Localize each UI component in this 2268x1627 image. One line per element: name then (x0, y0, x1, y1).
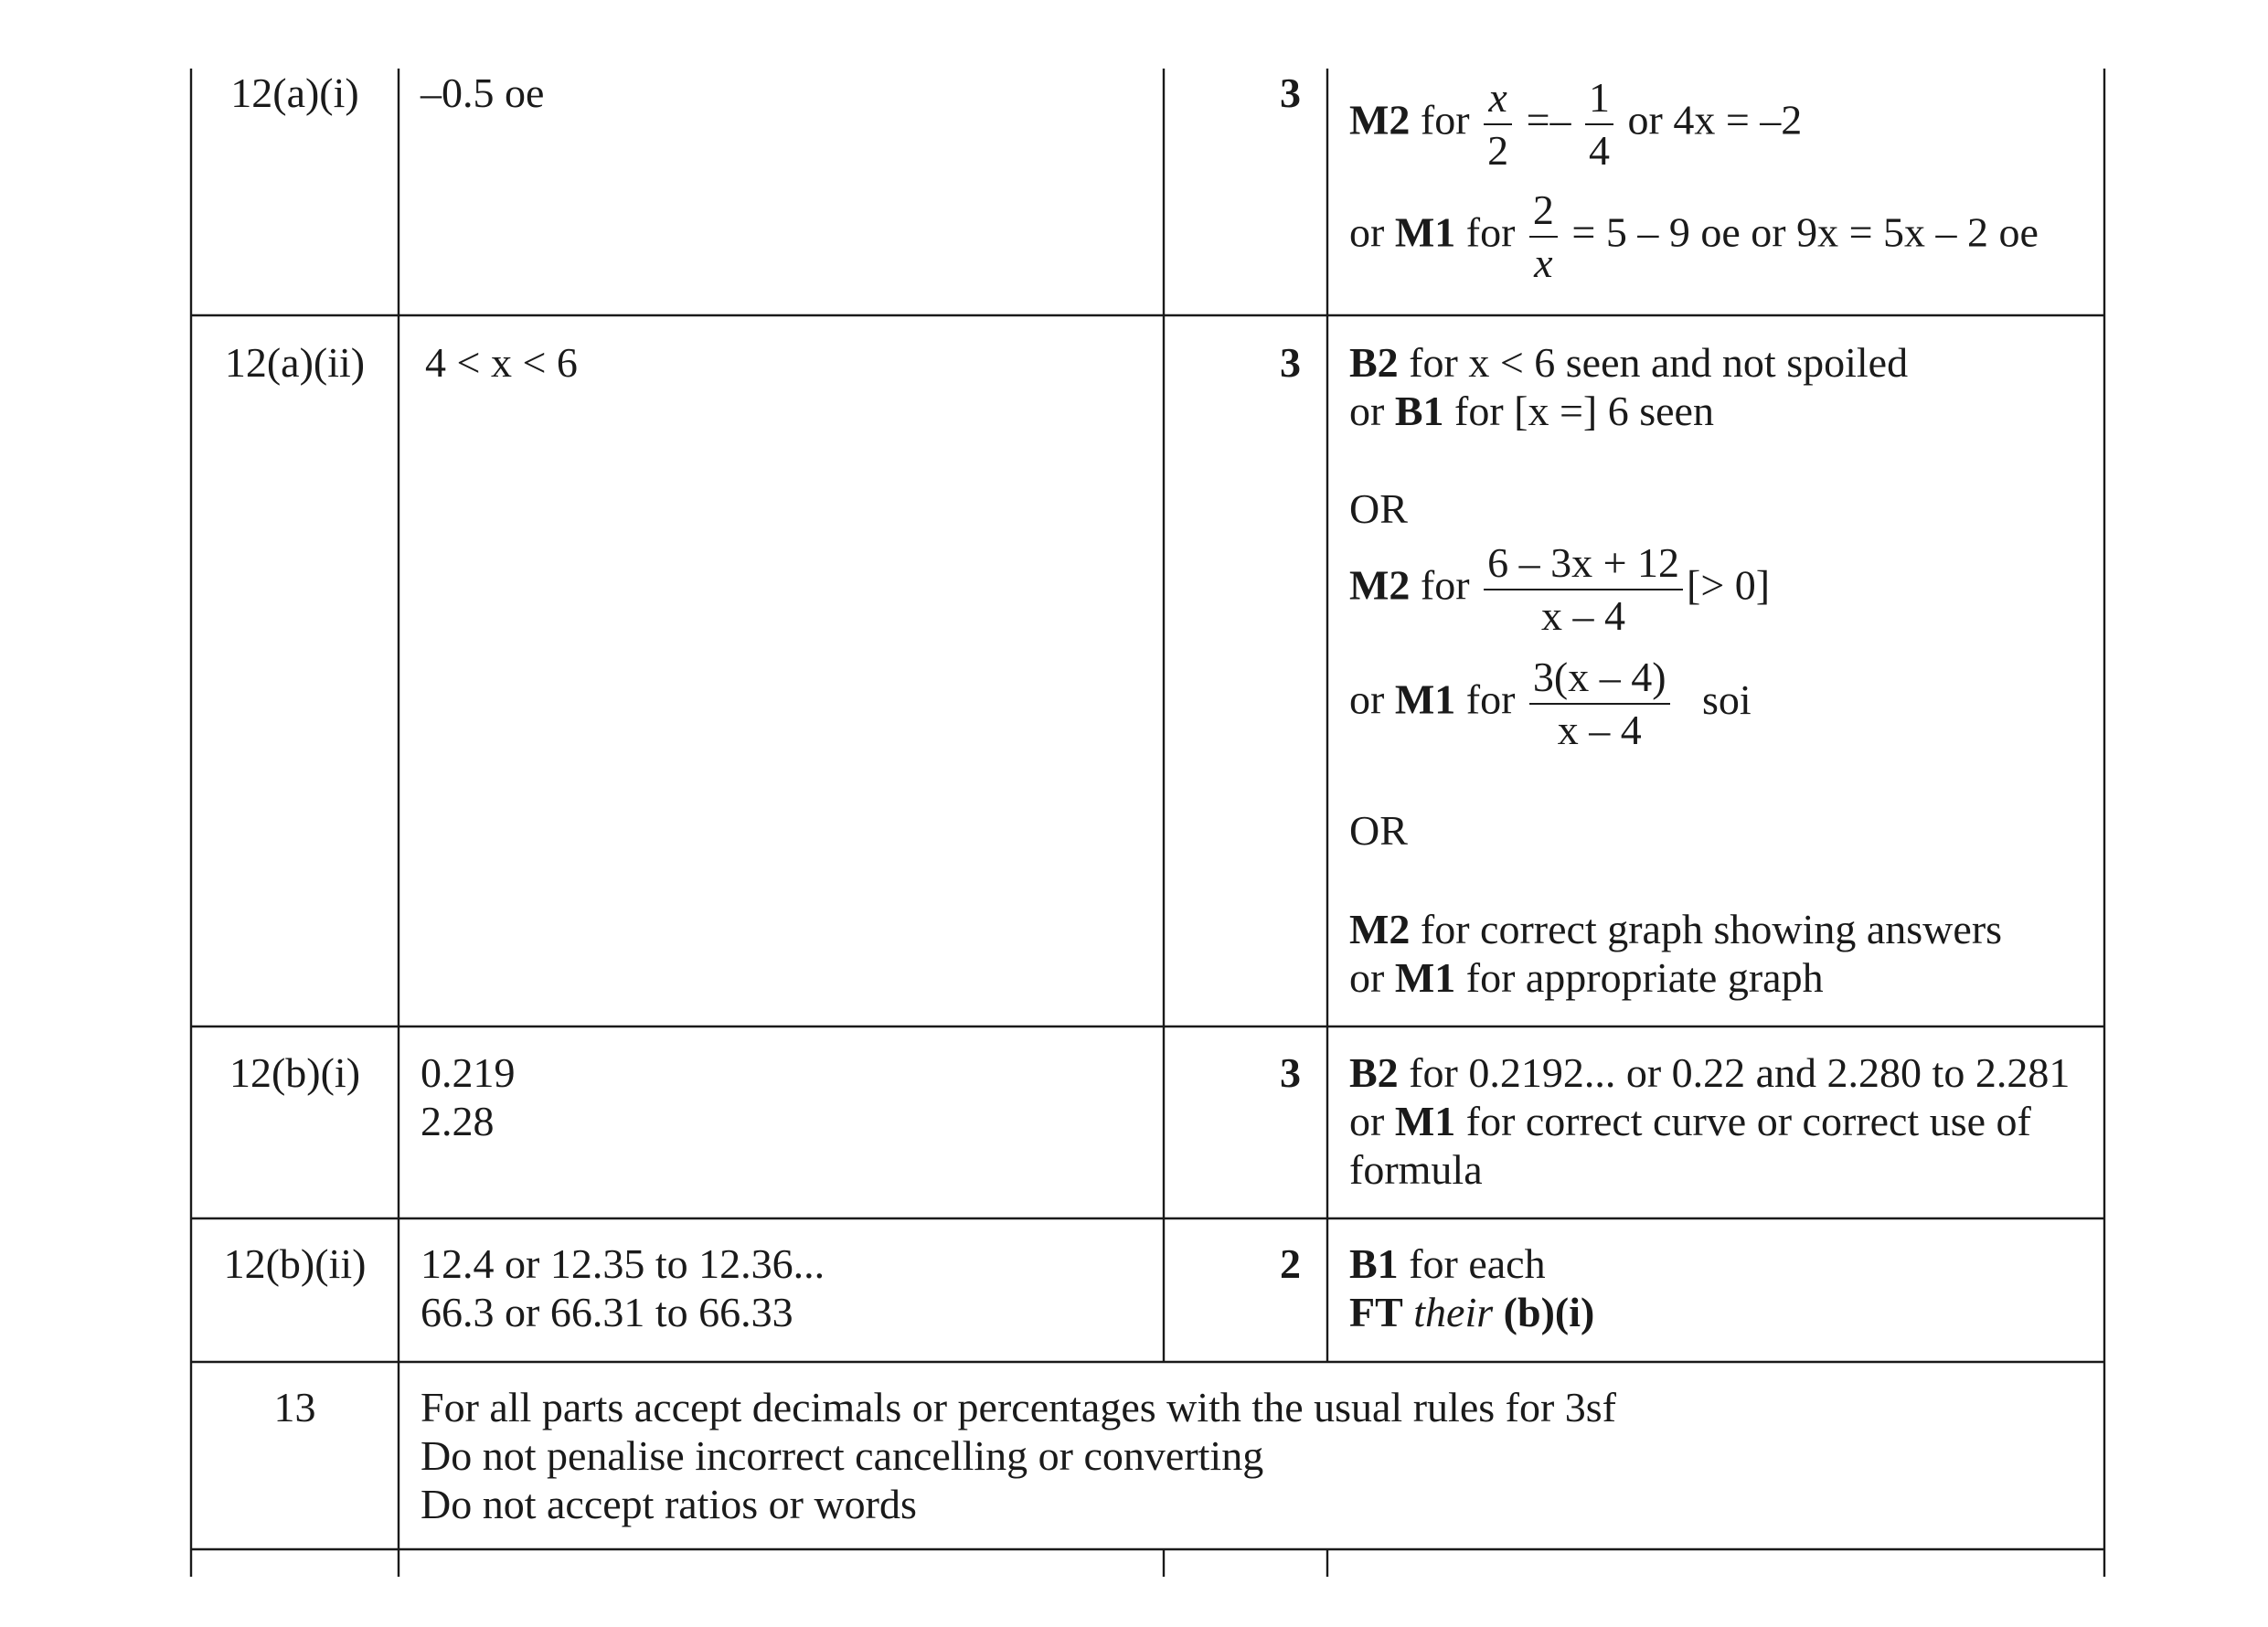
mark-code: M1 (1394, 208, 1456, 256)
guidance-line (1349, 185, 2039, 289)
for-word: for (1420, 96, 1470, 144)
guidance-tail: [> 0] (1687, 561, 1771, 609)
question-number: 13 (273, 1384, 316, 1430)
guidance-line (1349, 1048, 2070, 1097)
mark-code: B1 (1349, 1240, 1399, 1287)
answer-line: 0.219 (421, 1049, 516, 1096)
question-number: 12(a)(ii) (224, 339, 366, 386)
answer-line: 4 < x < 6 (425, 339, 578, 386)
numerator: x (1484, 72, 1512, 125)
guidance-text: for [x =] 6 seen (1454, 388, 1714, 434)
mark-code: M2 (1349, 96, 1411, 144)
guidance-line: Do not penalise incorrect cancelling or converting (421, 1432, 1264, 1479)
question-number: 12(b)(i) (229, 1049, 361, 1096)
guidance-line: Do not accept ratios or words (421, 1481, 917, 1527)
for-word: for (1465, 208, 1516, 256)
mark-code: M1 (1394, 1098, 1456, 1144)
numerator: 6 – 3x + 12 (1484, 537, 1683, 590)
guidance-tail: soi (1702, 675, 1752, 723)
guidance-line: For all parts accept decimals or percentages with the usual rules for 3sf (421, 1384, 1616, 1430)
or-word: or (1349, 388, 1385, 434)
answer-line: –0.5 oe (421, 69, 545, 116)
guidance-tail: or 4x = –2 (1627, 96, 1803, 144)
mark-code: FT (1349, 1289, 1403, 1335)
guidance-text: for correct graph showing answers (1420, 906, 2003, 952)
numerator: 3(x – 4) (1529, 652, 1670, 705)
question-number: 12(b)(ii) (223, 1240, 367, 1287)
mark-code: B1 (1394, 388, 1444, 434)
fraction (1529, 185, 1558, 289)
mark-code: M1 (1394, 954, 1456, 1001)
or-word: or (1349, 954, 1385, 1001)
marks: 3 (1280, 339, 1301, 386)
guidance-line (1349, 905, 2002, 953)
mark-code: M2 (1349, 906, 1411, 952)
equals-sign: = (1526, 96, 1550, 144)
or-word: or (1349, 208, 1385, 256)
guidance-text: for x < 6 seen and not spoiled (1409, 339, 1909, 386)
guidance-line (1349, 338, 1908, 387)
marks: 2 (1280, 1240, 1301, 1287)
guidance-line (1349, 1097, 2031, 1145)
or-separator: OR (1349, 485, 1408, 532)
fraction (1585, 72, 1613, 176)
numerator: 1 (1585, 72, 1613, 125)
guidance-line: formula (1349, 1146, 1483, 1193)
denominator: 2 (1487, 127, 1509, 174)
denominator: 4 (1589, 127, 1611, 174)
guidance-line (1349, 387, 1714, 435)
answer-line: 66.3 or 66.31 to 66.33 (421, 1289, 793, 1335)
guidance-line (1349, 1288, 1594, 1336)
numerator: 2 (1529, 185, 1558, 238)
guidance-text: for appropriate graph (1465, 954, 1824, 1001)
or-word: or (1349, 1098, 1385, 1144)
guidance-line (1349, 1239, 1546, 1288)
answer-line: 12.4 or 12.35 to 12.36... (421, 1240, 825, 1287)
their-word: their (1413, 1289, 1494, 1335)
guidance-tail: = 5 – 9 oe or 9x = 5x – 2 oe (1571, 208, 2039, 256)
marks: 3 (1280, 1049, 1301, 1096)
question-number: 12(a)(i) (230, 69, 359, 116)
or-separator: OR (1349, 807, 1408, 854)
mark-code: B2 (1349, 339, 1399, 386)
guidance-line (1349, 537, 1770, 642)
answer-line: 2.28 (421, 1098, 495, 1144)
part-reference: (b)(i) (1503, 1289, 1595, 1335)
guidance-line (1349, 72, 1802, 176)
denominator: x – 4 (1541, 592, 1626, 639)
guidance-line (1349, 652, 1752, 756)
denominator: x (1534, 239, 1553, 286)
for-word: for (1420, 561, 1470, 609)
or-word: or (1349, 675, 1385, 723)
denominator: x – 4 (1557, 707, 1642, 753)
mark-code: M1 (1394, 675, 1456, 723)
fraction (1484, 72, 1512, 176)
guidance-text: for 0.2192... or 0.22 and 2.280 to 2.281 (1409, 1049, 2071, 1096)
for-word: for (1465, 675, 1516, 723)
minus-sign: – (1549, 96, 1571, 144)
fraction (1529, 652, 1670, 756)
guidance-text: for each (1409, 1240, 1546, 1287)
guidance-line (1349, 953, 1824, 1002)
mark-code: B2 (1349, 1049, 1399, 1096)
mark-code: M2 (1349, 561, 1411, 609)
marks: 3 (1280, 69, 1301, 116)
guidance-text: for correct curve or correct use of (1465, 1098, 2031, 1144)
fraction (1484, 537, 1683, 642)
